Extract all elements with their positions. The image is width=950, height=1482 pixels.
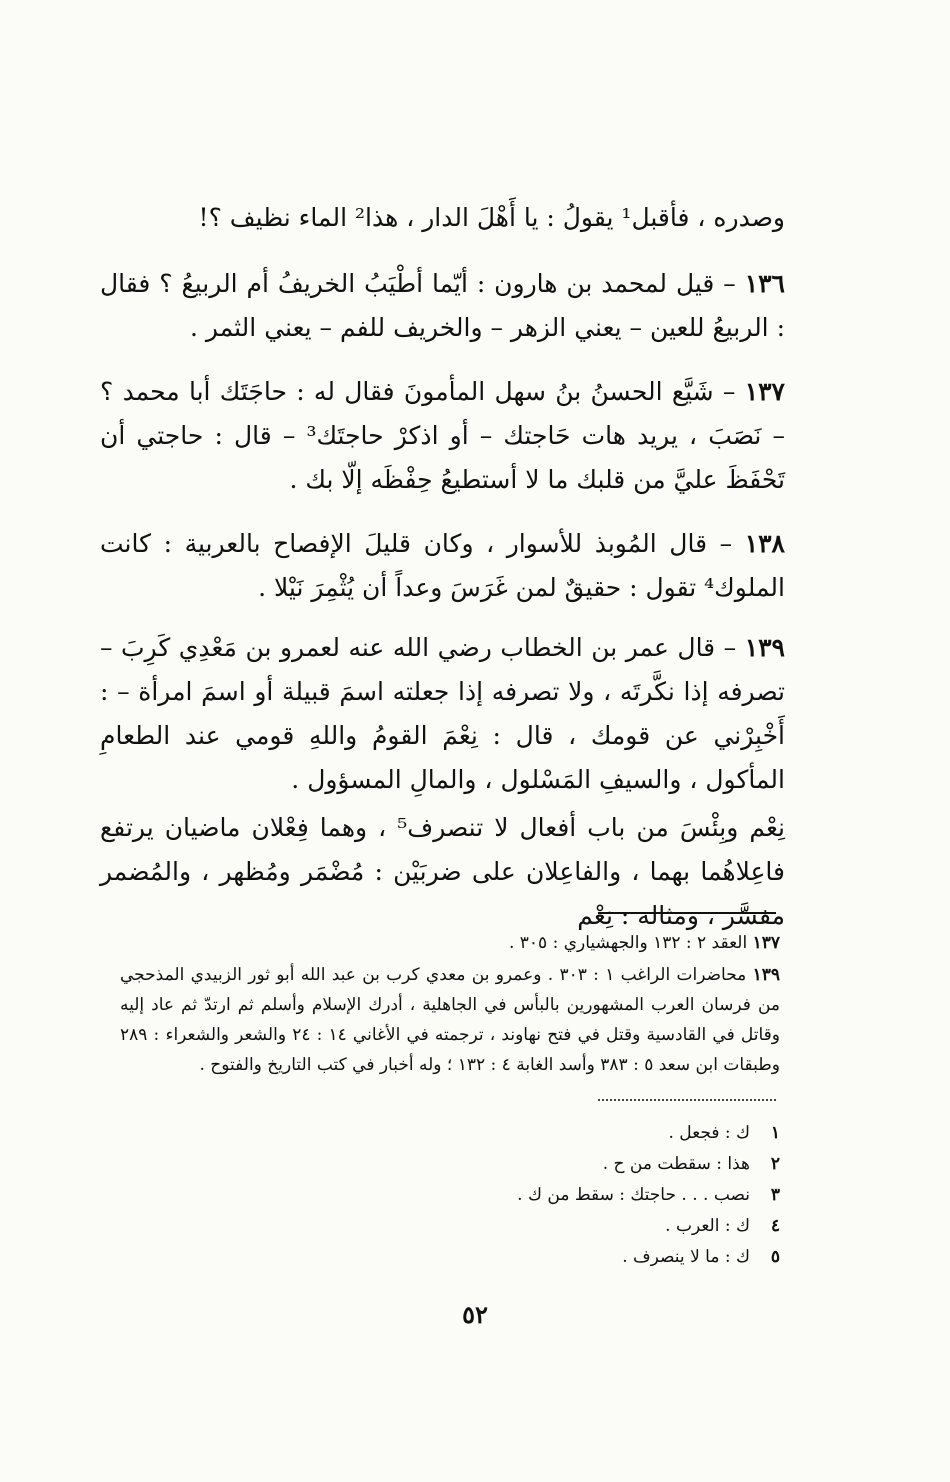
- continuation-text: وصدره ، فأقبل¹ يقولُ : يا أَهْلَ الدار ، هذا² الماء نظيف ؟!: [198, 203, 785, 232]
- variant-text: ك : ما لا ينصرف .: [622, 1247, 750, 1267]
- grammar-note-text: نِعْم وبِئْسَ من باب أفعال لا تنصرف⁵ ، وهما فِعْلان ماضيان يرتفع فاعِلاهُما بهما ، والفاعِلان على ضربَيْن : مُضْمَر ومُظهر ، والمُضمر مفسَّر ، ومثاله : نِعْم: [100, 813, 785, 930]
- footnote-139: [120, 960, 780, 1080]
- entry-text: – شَيَّع الحسنُ بنُ سهل المأمونَ فقال له : حاجَتَك أبا محمد ؟ – نَصَبَ ، يريد هات حَاجتك – أو اذكرْ حاجتَك³ – قال : حاجتي أن تَحْفَظَ عليَّ من قلبك ما لا أستطيعُ حِفْظَه إلّا بك .: [100, 377, 786, 494]
- variant-number: ٣: [770, 1185, 780, 1205]
- variant-item: [220, 1211, 780, 1242]
- variant-number: ١: [770, 1123, 780, 1143]
- variant-text: ك : فجعل .: [668, 1123, 750, 1143]
- footnote-text: محاضرات الراغب ١ : ٣٠٣ . وعمرو بن معدي كرب بن عبد الله أبو ثور الزبيدي المذحجي من فرسان العرب المشهورين بالبأس في الجاهلية ، أدرك الإسلام وأسلم ثم ارتدّ ثم عاد إليه وقاتل في القادسية وقتل في فتح نهاوند ، ترجمته في الأغاني ١٤ : ٢٤ والشعر والشعراء : ٢٨٩ وطبقات ابن سعد ٥ : ٣٨٣ وأسد الغابة ٤ : ١٣٢ ؛ وله أخبار في كتب التاريخ والفتوح .: [120, 965, 780, 1075]
- page-number: ٥٢: [462, 1300, 488, 1329]
- entry-139: [100, 626, 785, 802]
- grammar-note: [100, 806, 785, 938]
- variant-number: ٥: [770, 1247, 780, 1267]
- entry-number: ١٣٩: [744, 633, 785, 662]
- variant-text: نصب . . . حاجتك : سقط من ك .: [517, 1185, 750, 1205]
- entry-137: [100, 370, 785, 502]
- footnote-number: ١٣٩: [752, 965, 780, 985]
- variant-item: [220, 1118, 780, 1149]
- footnote-137: [120, 928, 780, 958]
- footnote-divider: [598, 912, 776, 914]
- entry-number: ١٣٦: [744, 269, 785, 298]
- variant-item: [220, 1149, 780, 1180]
- variant-number: ٢: [770, 1154, 780, 1174]
- variants-divider: [598, 1099, 776, 1101]
- entry-text: – قيل لمحمد بن هارون : أيّما أطْيَبُ الخريفُ أم الربيعُ ؟ فقال : الربيعُ للعين – يعني الزهر – والخريف للفم – يعني الثمر .: [100, 269, 785, 342]
- entry-number: ١٣٧: [744, 377, 785, 406]
- entry-text: – قال عمر بن الخطاب رضي الله عنه لعمرو بن مَعْدِي كَرِبَ – تصرفه إذا نكَّرتَه ، ولا تصرفه إذا جعلته اسمَ قبيلة أو اسمَ امرأة – : أَخْبِرْني عن قومك ، قال : نِعْمَ القومُ واللهِ قومي عند الطعامِ المأكول ، والسيفِ المَسْلول ، والمالِ المسؤول .: [100, 633, 785, 794]
- variant-text: هذا : سقطت من ح .: [602, 1154, 750, 1174]
- variant-text: ك : العرب .: [665, 1216, 750, 1236]
- entry-136: [100, 262, 785, 350]
- entry-text: – قال المُوبذ للأسوار ، وكان قليلَ الإفصاح بالعربية : كانت الملوك⁴ تقول : حقيقٌ لمن غَرَسَ وعداً أن يُثْمِرَ نَيْلا .: [100, 529, 785, 602]
- footnote-number: ١٣٧: [752, 933, 780, 953]
- footnote-text: العقد ٢ : ١٣٢ والجهشياري : ٣٠٥ .: [508, 933, 753, 953]
- variant-number: ٤: [770, 1216, 780, 1236]
- variant-item: [220, 1242, 780, 1273]
- variant-readings: [220, 1118, 780, 1273]
- entry-number: ١٣٨: [744, 529, 785, 558]
- entry-138: [100, 522, 785, 610]
- variant-item: [220, 1180, 780, 1211]
- continuation-line: [100, 196, 785, 240]
